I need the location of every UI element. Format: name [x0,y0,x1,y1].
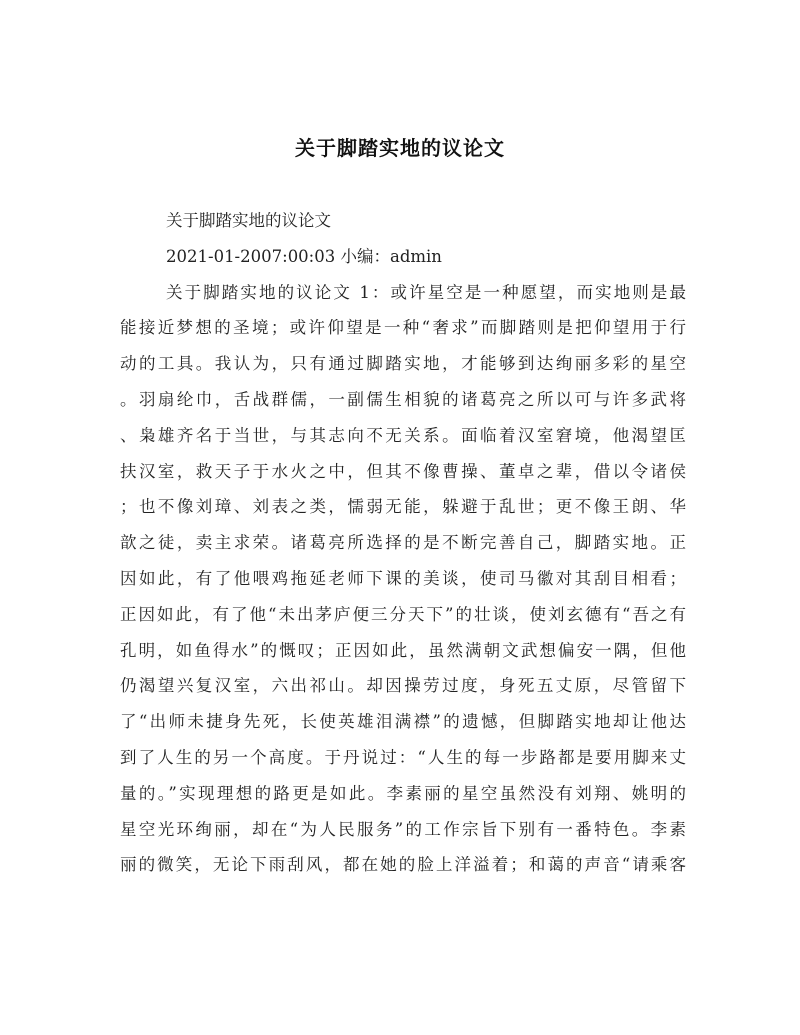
subtitle-line: 关于脚踏实地的议论文 [166,211,331,230]
paragraph-line: 正因如此，有了他“未出茅庐便三分天下”的壮谈，使刘玄德有“吾之有 [120,604,686,624]
paragraph-line: 。羽扇纶巾，舌战群儒，一副儒生相貌的诸葛亮之所以可与许多武将 [120,389,686,409]
paragraph-line: 星空光环绚丽，却在“为人民服务”的工作宗旨下别有一番特色。李素 [120,819,686,839]
paragraph-line: ；也不像刘璋、刘表之类，懦弱无能，躲避于乱世；更不像王朗、华 [120,497,686,517]
paragraph-line: 量的。”实现理想的路更是如此。李素丽的星空虽然没有刘翔、姚明的 [120,783,686,803]
paragraph-line: 扶汉室，救天子于水火之中，但其不像曹操、董卓之辈，借以令诸侯 [120,461,686,481]
paragraph-line: 孔明，如鱼得水”的慨叹；正因如此，虽然满朝文武想偏安一隅，但他 [120,640,686,660]
paragraph-line: 、枭雄齐名于当世，与其志向不无关系。面临着汉室窘境，他渴望匡 [120,425,686,445]
paragraph-line: 到了人生的另一个高度。于丹说过：“人生的每一步路都是要用脚来丈 [120,747,686,767]
paragraph-line: 歆之徒，卖主求荣。诸葛亮所选择的是不断完善自己，脚踏实地。正 [120,533,686,553]
meta-line: 2021-01-2007:00:03 小编：admin [166,246,442,266]
document-title: 关于脚踏实地的议论文 [295,136,505,160]
paragraph-line: 关于脚踏实地的议论文 1：或许星空是一种愿望，而实地则是最 [166,282,686,302]
document-body [120,203,686,883]
paragraph-line: 能接近梦想的圣境；或许仰望是一种“奢求”而脚踏则是把仰望用于行 [120,318,686,338]
paragraph-line: 因如此，有了他喂鸡拖延老师下课的美谈，使司马徽对其刮目相看； [120,568,686,588]
paragraph-line: 了“出师未捷身先死，长使英雄泪满襟”的遗憾，但脚踏实地却让他达 [120,712,686,732]
paragraph-line: 动的工具。我认为，只有通过脚踏实地，才能够到达绚丽多彩的星空 [120,354,686,374]
paragraph-line: 丽的微笑，无论下雨刮风，都在她的脸上洋溢着；和蔼的声音“请乘客 [120,855,686,875]
paragraph-line: 仍渴望兴复汉室，六出祁山。却因操劳过度，身死五丈原，尽管留下 [120,676,686,696]
